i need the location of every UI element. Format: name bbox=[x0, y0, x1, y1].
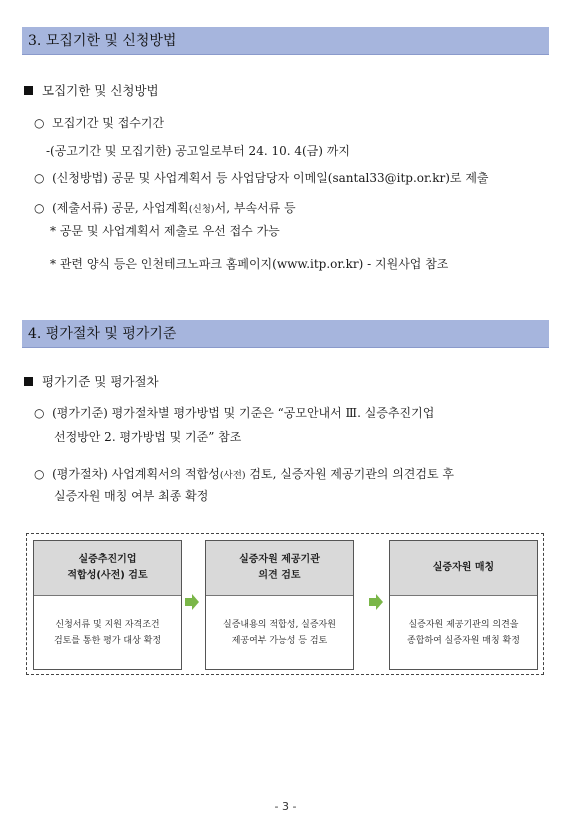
flow-step-3-title-text: 실증자원 매칭 bbox=[432, 562, 495, 573]
section-3-title: 3. 모집기한 및 신청방법 bbox=[28, 33, 177, 49]
arrow-right-icon bbox=[368, 594, 384, 610]
flow-step-2-title bbox=[206, 541, 353, 596]
flow-step-1-description bbox=[34, 596, 181, 670]
flow-step-2-desc-line-2: 제공여부 가능성 등 검토 bbox=[231, 636, 328, 646]
flow-step-1-title-line-2: 적합성(사전) 검토 bbox=[67, 570, 148, 581]
section-4-bullet-1 bbox=[34, 405, 434, 421]
bullet-text: 모집기간 및 접수기간 bbox=[52, 116, 165, 130]
section-4-bullet-2-cont: 실증자원 매칭 여부 최종 확정 bbox=[54, 489, 209, 503]
section-3-bullet-3 bbox=[34, 200, 296, 218]
section-4-bullet-1-cont: 선정방안 2. 평가방법 및 기준” 참조 bbox=[54, 430, 242, 444]
section-3-header bbox=[22, 27, 549, 55]
square-bullet-icon bbox=[24, 86, 33, 95]
evaluation-flow-diagram bbox=[26, 533, 544, 675]
flow-step-1-title-line-1: 실증추진기업 bbox=[78, 554, 137, 565]
section-3-bullet-1 bbox=[34, 115, 164, 131]
section-3-subheading-text: 모집기한 및 신청방법 bbox=[42, 83, 159, 98]
circle-bullet-icon: ○ bbox=[34, 406, 45, 420]
section-4-bullet-2 bbox=[34, 466, 454, 484]
flow-step-2-desc-line-1: 실증내용의 적합성, 실증자원 bbox=[223, 620, 336, 630]
circle-bullet-icon: ○ bbox=[34, 201, 45, 215]
section-4-header bbox=[22, 320, 549, 348]
arrow-right-icon bbox=[184, 594, 200, 610]
section-3-note-2: * 관련 양식 등은 인천테크노파크 홈페이지(www.itp.or.kr) - 지원사업 참조 bbox=[50, 257, 449, 271]
section-3-bullet-2 bbox=[34, 170, 489, 186]
flow-step-2-description bbox=[206, 596, 353, 670]
bullet-text-small: (사전) bbox=[219, 470, 246, 481]
flow-step-1 bbox=[33, 540, 182, 670]
bullet-text: 서, 부속서류 등 bbox=[214, 201, 296, 215]
bullet-text: (제출서류) 공문, 사업계획 bbox=[52, 201, 189, 215]
section-4-title: 4. 평가절차 및 평가기준 bbox=[28, 326, 177, 342]
flow-step-3-description bbox=[390, 596, 537, 670]
bullet-text: (평가절차) 사업계획서의 적합성 bbox=[52, 467, 220, 481]
section-3-subheading bbox=[24, 83, 159, 99]
flow-step-3-desc-line-2: 종합하여 실증자원 매칭 확정 bbox=[407, 636, 520, 646]
flow-step-2-title-line-2: 의견 검토 bbox=[258, 570, 301, 581]
section-4-subheading bbox=[24, 374, 159, 390]
flow-step-3-desc-line-1: 실증자원 제공기관의 의견을 bbox=[408, 620, 519, 630]
circle-bullet-icon: ○ bbox=[34, 171, 45, 185]
section-4-subheading-text: 평가기준 및 평가절차 bbox=[42, 374, 159, 389]
bullet-text: (평가기준) 평가절차별 평가방법 및 기준은 “공모안내서 Ⅲ. 실증추진기업 bbox=[52, 406, 435, 420]
page-number: - 3 - bbox=[274, 800, 297, 813]
flow-step-2 bbox=[205, 540, 354, 670]
section-3-bullet-1-detail: -(공고기간 및 모집기한) 공고일로부터 24. 10. 4(금) 까지 bbox=[46, 144, 350, 158]
circle-bullet-icon: ○ bbox=[34, 116, 45, 130]
bullet-text: 검토, 실증자원 제공기관의 의견검토 후 bbox=[245, 467, 454, 481]
flow-step-1-desc-line-1: 신청서류 및 지원 자격조건 bbox=[55, 620, 160, 630]
flow-step-3 bbox=[389, 540, 538, 670]
flow-step-1-title bbox=[34, 541, 181, 596]
bullet-text: (신청방법) 공문 및 사업계획서 등 사업담당자 이메일(santal33@itp.or.kr)로 제출 bbox=[52, 171, 489, 185]
flow-step-1-desc-line-2: 검토를 통한 평가 대상 확정 bbox=[53, 636, 162, 646]
section-3-note-1: * 공문 및 사업계획서 제출로 우선 접수 가능 bbox=[50, 224, 280, 238]
square-bullet-icon bbox=[24, 377, 33, 386]
bullet-text-small: (신청) bbox=[188, 204, 215, 215]
circle-bullet-icon: ○ bbox=[34, 467, 45, 481]
flow-step-3-title bbox=[390, 541, 537, 596]
flow-step-2-title-line-1: 실증자원 제공기관 bbox=[239, 554, 320, 565]
